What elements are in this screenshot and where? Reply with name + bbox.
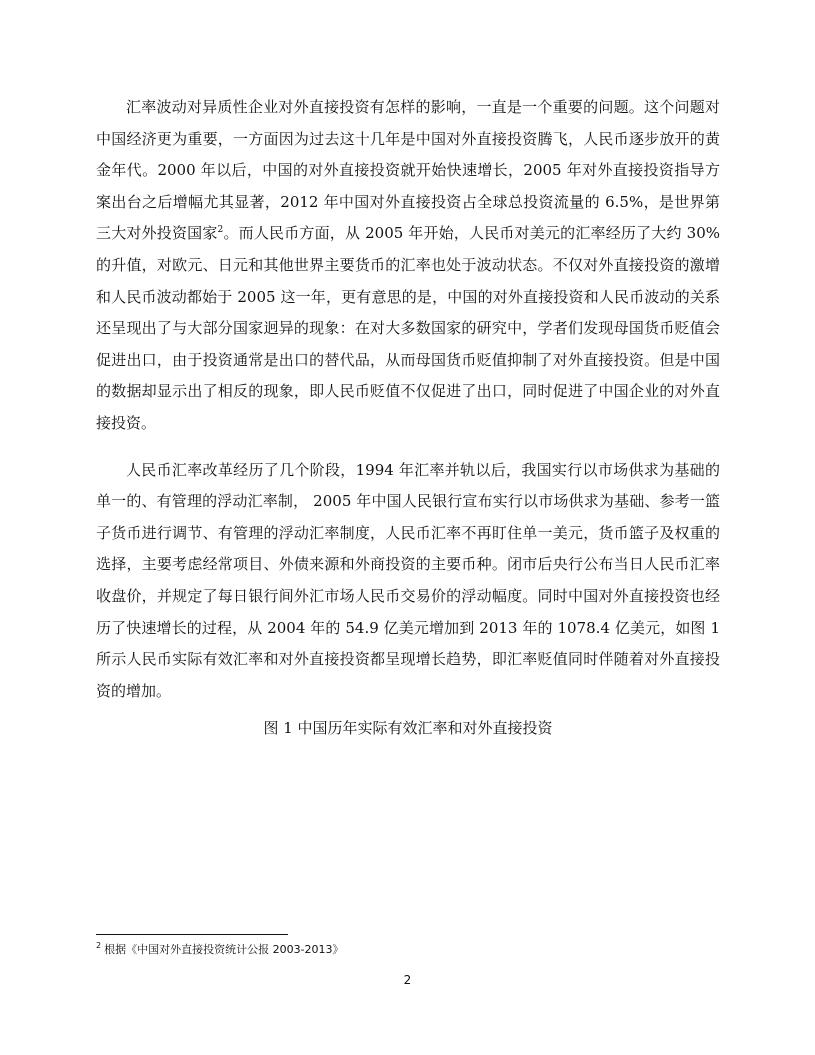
footnote-text: 根据《中国对外直接投资统计公报 2003-2013》 [104,943,344,956]
paragraph-1-text: 汇率波动对异质性企业对外直接投资有怎样的影响，一直是一个重要的问题。这个问题对中国经济更为重要，一方面因为过去这十几年是中国对外直接投资腾飞，人民币逐步放开的黄金年代。2000 年以后，中国的对外直接投资就开始快速增长，2005 年对外直接投资指导方案出台之后增幅尤其显著，2012 年中国对外直接投资占全球总投资流量的 6.5%，是世界第三大对外投资国家 [96,98,720,243]
page-number: 2 [403,973,412,987]
paragraph-1-text-continued: 。而人民币方面，从 2005 年开始，人民币对美元的汇率经历了大约 30%的升值，对欧元、日元和其他世界主要货币的汇率也处于波动状态。不仅对外直接投资的激增和人民币波动都始于 2005 这一年，更有意思的是，中国的对外直接投资和人民币波动的关系还呈现出了与大部分国家迥异的现象：在对大多数国家的研究中，学者们发现母国货币贬值会促进出口，由于投资通常是出口的替代品，从而母国货币贬值抑制了对外直接投资。但是中国的数据却显示出了相反的现象，即人民币贬值不仅促进了出口，同时促进了中国企业的对外直接投资。 [96,224,720,432]
footnote [96,941,696,959]
body-text [96,92,720,707]
footnote-divider [96,934,288,935]
paragraph-2: 人民币汇率改革经历了几个阶段，1994 年汇率并轨以后，我国实行以市场供求为基础的单一的、有管理的浮动汇率制， 2005 年中国人民银行宣布实行以市场供求为基础、参考一篮子货币进行调节、有管理的浮动汇率制度，人民币汇率不再盯住单一美元，货币篮子及权重的选择，主要考虑经常项目、外债来源和外商投资的主要币种。闭市后央行公布当日人民币汇率收盘价，并规定了每日银行间外汇市场人民币交易价的浮动幅度。同时中国对外直接投资也经历了快速增长的过程，从 2004 年的 54.9 亿美元增加到 2013 年的 1078.4 亿美元，如图 1 所示人民币实际有效汇率和对外直接投资都呈现增长趋势，即汇率贬值同时伴随着对外直接投资的增加。 [96,460,720,700]
paragraph-1 [96,92,720,440]
figure-caption: 图 1 中国历年实际有效汇率和对外直接投资 [263,719,553,737]
footnote-marker: 2 [96,941,102,951]
footnote-reference[interactable]: 2 [217,225,224,236]
